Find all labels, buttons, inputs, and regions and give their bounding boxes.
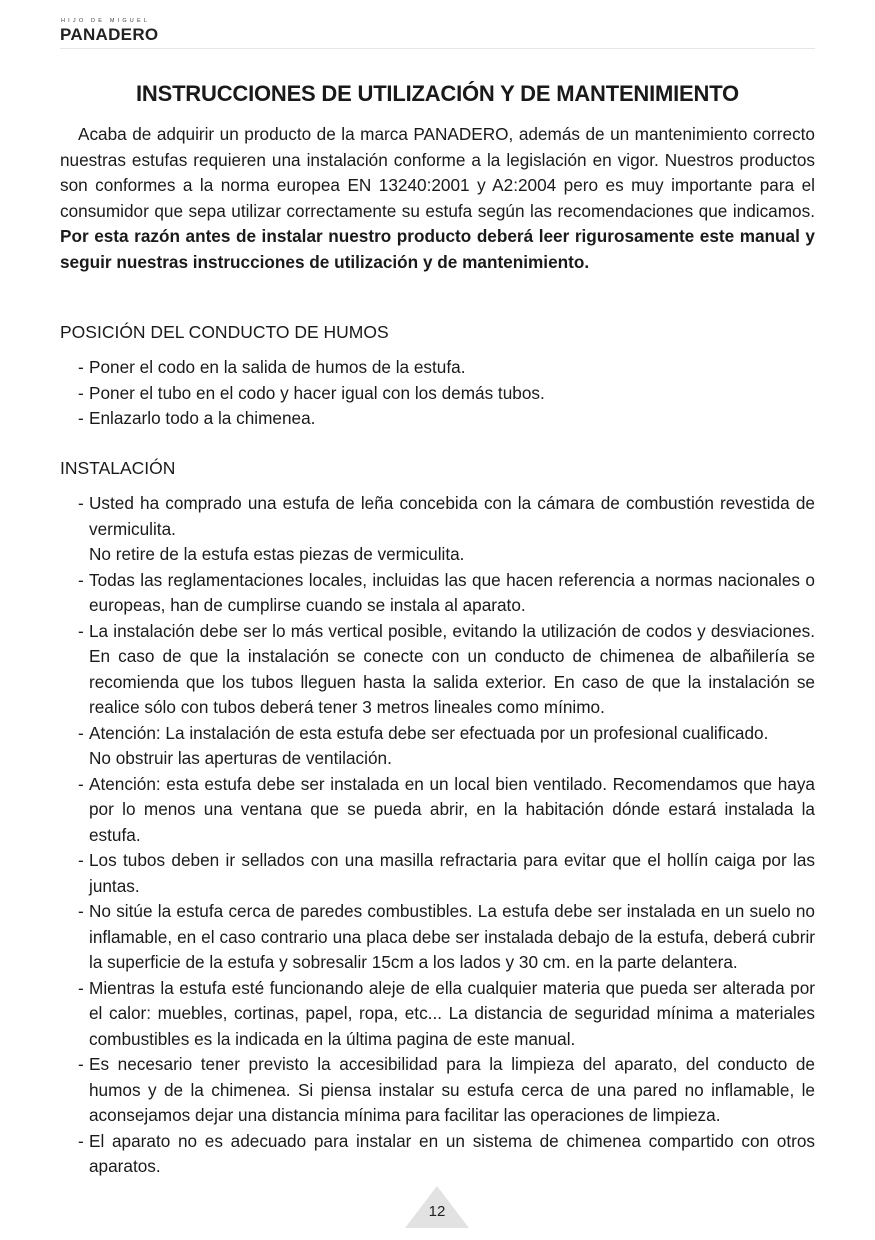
list-item xyxy=(76,721,815,772)
list-item-text: Atención: La instalación de esta estufa debe ser efectuada por un profesional cualificado. xyxy=(89,722,769,743)
section-heading-smoke-duct: POSICIÓN DEL CONDUCTO DE HUMOS xyxy=(60,322,389,342)
list-item: - Todas las reglamentaciones locales, incluidas las que hacen referencia a normas nacionales o europeas, han de cumplirse cuando se instala al aparato. xyxy=(76,568,815,619)
installation-list xyxy=(76,491,815,1180)
list-item: - Los tubos deben ir sellados con una masilla refractaria para evitar que el hollín caiga por las juntas. xyxy=(76,848,815,899)
brand-logo: PANADERO xyxy=(60,25,159,44)
section-heading-installation: INSTALACIÓN xyxy=(60,458,176,478)
page-header xyxy=(60,18,815,49)
list-item-text: Usted ha comprado una estufa de leña concebida con la cámara de combustión revestida de vermiculita. xyxy=(89,493,815,539)
page-number-badge xyxy=(405,1186,469,1228)
page-number: 12 xyxy=(428,1203,446,1220)
list-item: - Mientras la estufa esté funcionando aleje de ella cualquier materia que pueda ser alterada por el calor: muebles, cortinas, papel, ropa, etc... La distancia de seguridad mínima a materiales combustibles es la indicada en la última pagina de este manual. xyxy=(76,976,815,1053)
list-item xyxy=(76,491,815,568)
intro-bold-text: Por esta razón antes de instalar nuestro producto deberá leer rigurosamente este manual y seguir nuestras instrucciones de utilización y de mantenimiento. xyxy=(60,226,815,272)
list-item: - Enlazarlo todo a la chimenea. xyxy=(76,406,815,432)
intro-text: Acaba de adquirir un producto de la marca PANADERO, además de un mantenimiento correcto nuestras estufas requieren una instalación conforme a la legislación en vigor. Nuestros productos son conformes a la norma europea EN 13240:2001 y A2:2004 pero es muy importante para el consumidor que sepa utilizar correctamente su estufa según las recomendaciones que indicamos. xyxy=(60,124,815,221)
list-item: - Poner el codo en la salida de humos de la estufa. xyxy=(76,355,815,381)
list-item: - Poner el tubo en el codo y hacer igual con los demás tubos. xyxy=(76,381,815,407)
list-item: - No sitúe la estufa cerca de paredes combustibles. La estufa debe ser instalada en un suelo no inflamable, en el caso contrario una placa debe ser instalada debajo de la estufa, deberá cubrir la superficie de la estufa y sobresalir 15cm a los lados y 30 cm. en la parte delantera. xyxy=(76,899,815,976)
list-item: - Es necesario tener previsto la accesibilidad para la limpieza del aparato, del conducto de humos y de la chimenea. Si piensa instalar su estufa cerca de una pared no inflamable, le aconsejamos dejar una distancia mínima para facilitar las operaciones de limpieza. xyxy=(76,1052,815,1129)
list-item-note: No retire de la estufa estas piezas de vermiculita. xyxy=(89,544,465,564)
intro-paragraph xyxy=(60,122,815,275)
list-item: - El aparato no es adecuado para instalar en un sistema de chimenea compartido con otros aparatos. xyxy=(76,1129,815,1180)
list-item: - La instalación debe ser lo más vertical posible, evitando la utilización de codos y desviaciones. En caso de que la instalación se conecte con un conducto de chimenea de albañilería se recomienda que los tubos lleguen hasta la salida exterior. En caso de que la instalación se realice sólo con tubos deberá tener 3 metros lineales como mínimo. xyxy=(76,619,815,721)
smoke-duct-list xyxy=(76,355,815,432)
list-item: - Atención: esta estufa debe ser instalada en un local bien ventilado. Recomendamos que haya por lo menos una ventana que se pueda abrir, en la habitación dónde estará instalada la estufa. xyxy=(76,772,815,849)
page-title: INSTRUCCIONES DE UTILIZACIÓN Y DE MANTENIMIENTO xyxy=(136,80,739,106)
logo-subtitle: HIJO DE MIGUEL xyxy=(61,18,151,24)
list-item-note: No obstruir las aperturas de ventilación. xyxy=(89,748,392,768)
